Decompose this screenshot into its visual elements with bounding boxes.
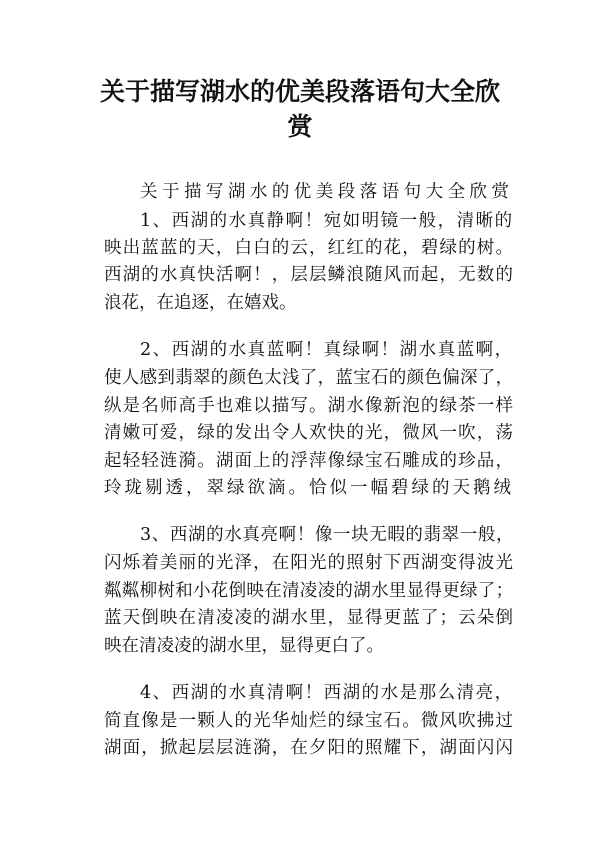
document-title bbox=[100, 74, 500, 144]
body-text-line: 浪花，在追逐，在嬉戏。 bbox=[104, 293, 297, 313]
body-text-line: 关于描写湖水的优美段落语句大全欣赏 bbox=[140, 182, 514, 202]
title-line: 赏 bbox=[287, 112, 313, 141]
body-text-line: 映出蓝蓝的天，白白的云，红红的花，碧绿的树。 bbox=[104, 238, 515, 258]
body-text-line: 3、西湖的水真亮啊！像一块无暇的翡翠一般， bbox=[140, 525, 515, 545]
body-text-line: 2、西湖的水真蓝啊！真绿啊！湖水真蓝啊， bbox=[140, 340, 514, 360]
body-text-line: 映在清凌凌的湖水里，显得更白了。 bbox=[104, 636, 384, 656]
body-text-line: 纵是名师高手也难以描写。湖水像新泡的绿茶一样 bbox=[104, 396, 515, 416]
body-text-line: 闪烁着美丽的光泽，在阳光的照射下西湖变得波光 bbox=[104, 553, 515, 573]
body-text-line: 蓝天倒映在清凌凌的湖水里，显得更蓝了；云朵倒 bbox=[104, 608, 515, 628]
body-text-line: 西湖的水真快活啊！，层层鳞浪随风而起，无数的 bbox=[104, 265, 515, 285]
body-text-line: 使人感到翡翠的颜色太浅了，蓝宝石的颜色偏深了， bbox=[104, 368, 514, 388]
body-text-line: 粼粼柳树和小花倒映在清凌凌的湖水里显得更绿了； bbox=[104, 581, 514, 601]
body-text-line: 4、西湖的水真清啊！西湖的水是那么清亮， bbox=[140, 683, 514, 703]
body-text-line: 1、西湖的水真静啊！宛如明镜一般，清晰的 bbox=[140, 211, 514, 231]
body-text-line: 简直像是一颗人的光华灿烂的绿宝石。微风吹拂过 bbox=[104, 711, 515, 731]
body-text-line: 湖面，掀起层层涟漪，在夕阳的照耀下，湖面闪闪 bbox=[104, 738, 515, 758]
body-text-line: 起轻轻涟漪。湖面上的浮萍像绿宝石雕成的珍品， bbox=[104, 451, 515, 471]
title-line: 关于描写湖水的优美段落语句大全欣 bbox=[100, 77, 501, 106]
body-text-line: 清嫩可爱，绿的发出令人欢快的光，微风一吹，荡 bbox=[104, 423, 515, 443]
body-text-line: 玲珑剔透，翠绿欲滴。恰似一幅碧绿的天鹅绒 bbox=[104, 478, 514, 498]
